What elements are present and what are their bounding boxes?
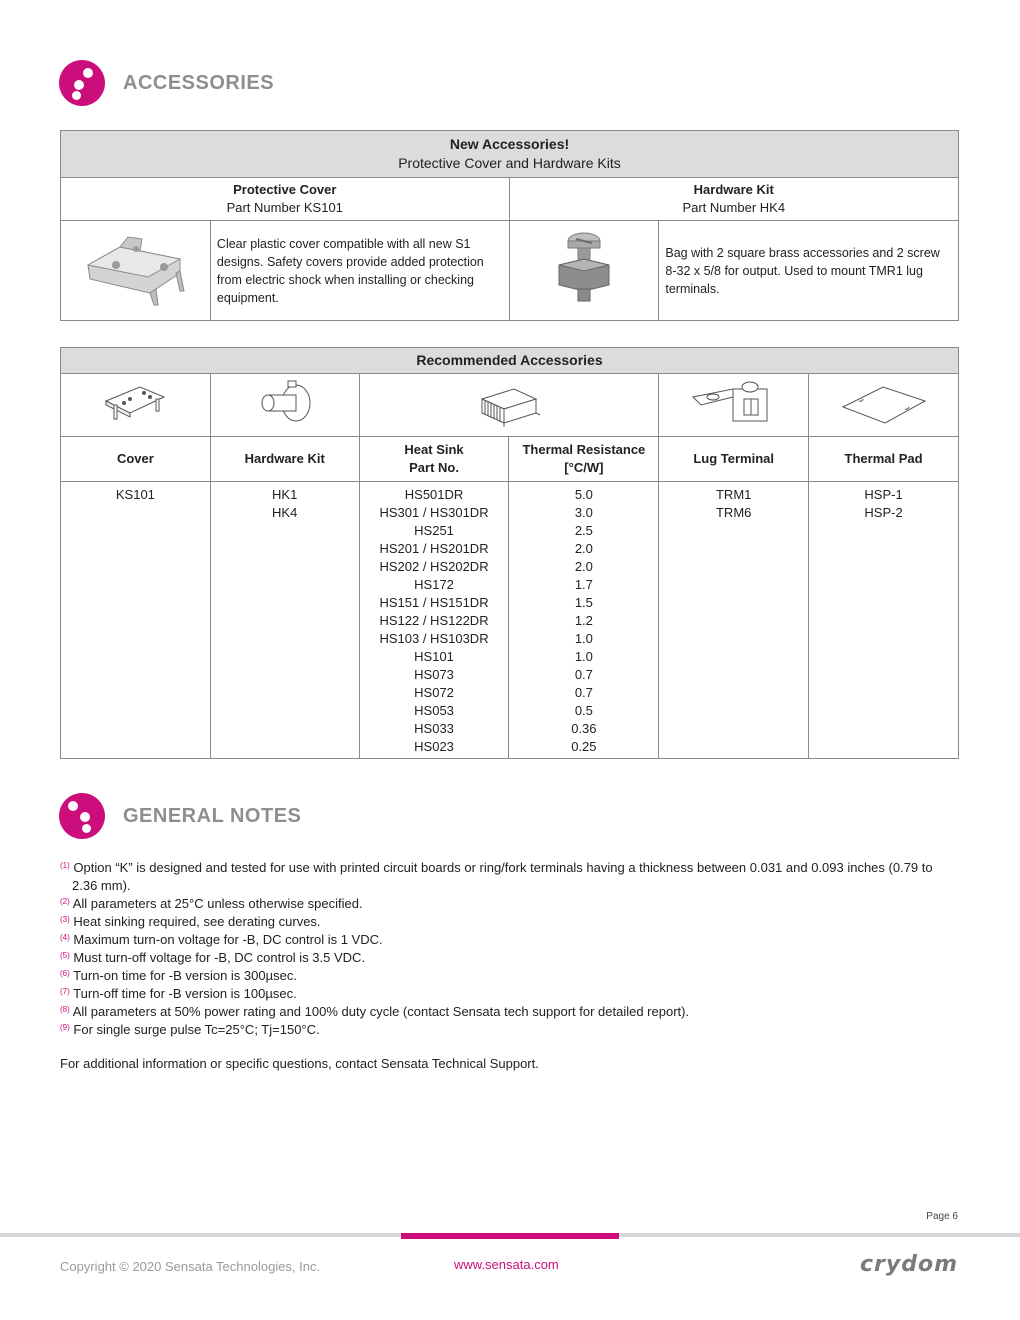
thermal-header-line1: Thermal Resistance [522,442,646,457]
accessories-title: ACCESSORIES [123,72,275,94]
thermal-pad-thumbnail [809,374,959,437]
heat-sink-item: HS251 [414,523,454,538]
heat-sink-item: HS073 [414,667,454,682]
heat-sink-item: HS023 [414,739,454,754]
thermal-resistance-list [509,482,659,759]
lug-terminal-list [659,482,809,759]
lug-terminal-thumbnail [659,374,809,437]
hardware-kit-name: Hardware Kit [693,182,774,197]
column-header-cover: Cover [61,437,211,482]
note-text: Maximum turn-on voltage for -B, DC control is 1 VDC. [73,932,383,947]
hardware-kit-description: Bag with 2 square brass accessories and 2 screw 8-32 x 5/8 for output. Used to mount TMR1 lug terminals. [659,221,959,321]
note-number: (5) [60,951,70,960]
heat-sink-header-line2: Part No. [409,460,459,475]
copyright-text: Copyright © 2020 Sensata Technologies, Inc. [60,1259,321,1274]
thermal-item: 5.0 [574,487,593,502]
note-number: (6) [60,969,70,978]
heat-sink-header-line1: Heat Sink [404,442,464,457]
hardware-kit-part: Part Number HK4 [682,200,786,215]
column-header-hardware-kit: Hardware Kit [210,437,359,482]
note-item [60,967,940,985]
pad-item: HSP-2 [864,505,903,520]
note-item [60,1003,940,1021]
protective-cover-description: Clear plastic cover compatible with all new S1 designs. Safety covers provide added protection from electric shock when installing or checking equipment. [210,221,509,321]
screw-icon [250,379,320,429]
lug-item: TRM1 [715,487,752,502]
notes-list [60,859,940,1039]
heat-sink-item: HS053 [414,703,454,718]
heat-sink-item: HS033 [414,721,454,736]
note-text: All parameters at 25°C unless otherwise specified. [72,896,363,911]
cover-icon [100,379,170,429]
recommended-title: Recommended Accessories [416,352,603,368]
kit-item: HK4 [272,505,298,520]
protective-cover-part: Part Number KS101 [226,200,343,215]
note-item [60,859,940,895]
note-number: (2) [60,897,70,906]
section-icon [59,60,105,106]
cover-item: KS101 [115,487,155,502]
heat-sink-thumbnail [359,374,659,437]
heat-sink-item: HS172 [414,577,454,592]
thermal-item: 0.5 [574,703,593,718]
hardware-kit-thumbnail [210,374,359,437]
thermal-header-line2: [°C/W] [564,460,604,475]
thermal-item: 1.0 [574,649,593,664]
hardware-kit-list [210,482,359,759]
note-number: (3) [60,915,70,924]
note-text: Heat sinking required, see derating curves. [73,914,321,929]
thermal-item: 2.5 [574,523,593,538]
hardware-kit-header [509,178,958,221]
column-header-thermal-resistance [509,437,659,482]
thermal-pad-icon [839,379,929,429]
note-text: Option “K” is designed and tested for use with printed circuit boards or ring/fork terminals having a thickness between 0.031 and 0.093 inches (0.79 to 2.36 mm). [72,860,933,893]
recommended-header [61,348,959,374]
cover-thumbnail [61,374,211,437]
thermal-item: 0.7 [574,667,593,682]
new-accessories-title: New Accessories! [449,136,570,152]
heat-sink-item: HS101 [414,649,454,664]
thermal-item: 0.7 [574,685,593,700]
cover-list [61,482,211,759]
kit-item: HK1 [272,487,298,502]
recommended-accessories-table [60,347,959,759]
protective-cover-icon [80,229,190,309]
note-number: (1) [60,861,70,870]
website-link[interactable]: www.sensata.com [454,1257,559,1272]
thermal-item: 2.0 [574,559,593,574]
page-number: Page 6 [926,1211,958,1222]
thermal-item: 0.36 [571,721,597,736]
note-text: For single surge pulse Tc=25°C; Tj=150°C. [73,1022,320,1037]
section-icon [59,793,105,839]
thermal-item: 0.25 [571,739,597,754]
note-number: (4) [60,933,70,942]
protective-cover-name: Protective Cover [233,182,337,197]
heat-sink-item: HS122 / HS122DR [379,613,489,628]
note-item [60,913,940,931]
lug-terminal-icon [689,379,779,429]
heat-sink-list [359,482,509,759]
note-item [60,985,940,1003]
crydom-logo: crydom [859,1252,958,1277]
thermal-item: 1.2 [574,613,593,628]
hardware-kit-image [509,221,659,321]
hardware-kit-icon [549,229,619,309]
heat-sink-icon [474,379,544,429]
heat-sink-item: HS072 [414,685,454,700]
general-notes-title: GENERAL NOTES [123,805,302,827]
thermal-item: 1.0 [574,631,593,646]
heat-sink-item: HS201 / HS201DR [379,541,489,556]
lug-item: TRM6 [715,505,752,520]
heat-sink-item: HS501DR [404,487,464,502]
new-accessories-table [60,130,959,321]
heat-sink-item: HS301 / HS301DR [379,505,489,520]
thermal-item: 1.5 [574,595,593,610]
new-accessories-header [61,131,959,178]
thermal-item: 1.7 [574,577,593,592]
pad-item: HSP-1 [864,487,903,502]
note-number: (8) [60,1005,70,1014]
heat-sink-item: HS151 / HS151DR [379,595,489,610]
note-number: (9) [60,1023,70,1032]
protective-cover-header [61,178,510,221]
note-item [60,949,940,967]
new-accessories-subtitle: Protective Cover and Hardware Kits [398,155,621,171]
note-text: Must turn-off voltage for -B, DC control is 3.5 VDC. [73,950,366,965]
note-number: (7) [60,987,70,996]
column-header-heat-sink [359,437,509,482]
heat-sink-item: HS202 / HS202DR [379,559,489,574]
note-item [60,1021,940,1039]
column-header-thermal-pad: Thermal Pad [809,437,959,482]
note-text: Turn-off time for -B version is 100µsec. [73,986,297,1001]
thermal-item: 3.0 [574,505,593,520]
thermal-item: 2.0 [574,541,593,556]
note-item [60,895,940,913]
contact-text: For additional information or specific questions, contact Sensata Technical Support. [60,1056,539,1071]
heat-sink-item: HS103 / HS103DR [379,631,489,646]
note-text: Turn-on time for -B version is 300µsec. [73,968,297,983]
note-text: All parameters at 50% power rating and 100% duty cycle (contact Sensata tech support for detailed report). [72,1004,690,1019]
protective-cover-image [61,221,211,321]
thermal-pad-list [809,482,959,759]
footer-accent-bar [401,1233,619,1239]
note-item [60,931,940,949]
column-header-lug-terminal: Lug Terminal [659,437,809,482]
